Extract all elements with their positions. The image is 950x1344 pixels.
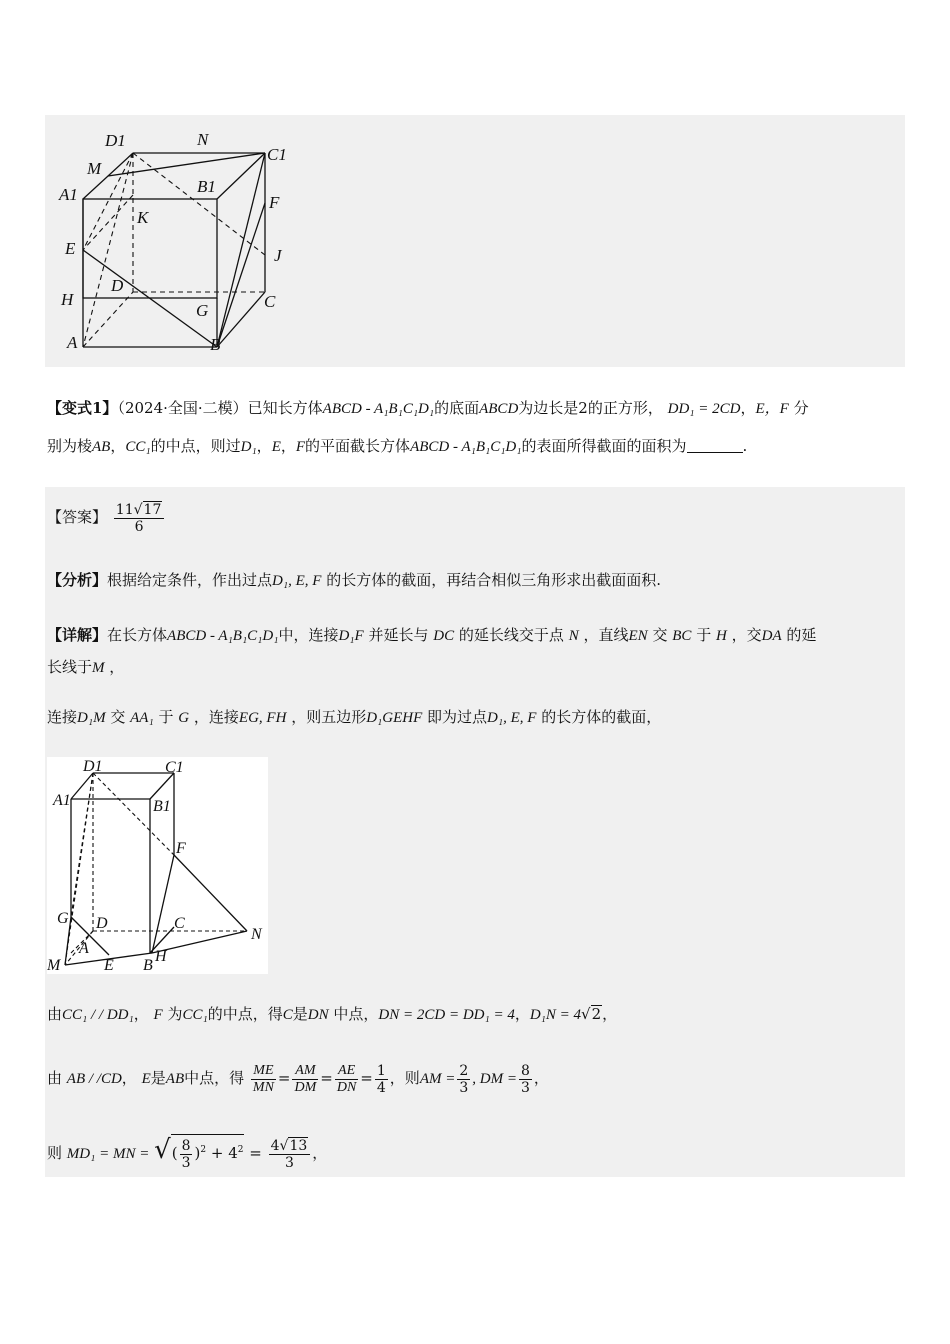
text: 分 bbox=[793, 399, 809, 417]
text: 并延长与 bbox=[368, 626, 429, 644]
answer-line bbox=[47, 497, 166, 537]
frac-8-3b bbox=[180, 1138, 193, 1171]
text: ， bbox=[109, 658, 125, 676]
math: CC₁ bbox=[125, 439, 151, 455]
detail-line-3 bbox=[47, 707, 661, 728]
math: , DM = bbox=[472, 1071, 517, 1087]
fig2-label-M: M bbox=[47, 957, 61, 974]
num: 1 bbox=[376, 1062, 386, 1079]
fig2-label-G: G bbox=[57, 910, 69, 927]
sup: 2 bbox=[237, 1145, 244, 1155]
num: 2 bbox=[459, 1062, 469, 1079]
text: ， bbox=[121, 1069, 137, 1087]
analysis-line bbox=[47, 570, 661, 591]
fig1-label-K: K bbox=[137, 208, 149, 227]
text: 在长方体 bbox=[107, 626, 168, 644]
fig1-label-E: E bbox=[65, 239, 76, 258]
calc-line-2: 由 AB / /CD， E是AB中点，得 $\frac{ME}{MN}$ = $\frac{AM}{DM}$ = $\frac{AE}{DN}$ = $\frac{1}{4}$ ，则AM = $\frac{2}{3}$ , DM = $\frac{8}{3}$ ， bbox=[47, 1062, 549, 1096]
ans-sqrt: 17 bbox=[143, 502, 162, 518]
math: C bbox=[282, 1007, 293, 1023]
math-base: ABCD bbox=[479, 401, 519, 417]
text: ，则五边形 bbox=[291, 708, 367, 726]
text: 即为过点 bbox=[427, 708, 488, 726]
math: EN bbox=[628, 628, 648, 644]
text: 由 bbox=[47, 1069, 63, 1087]
math: D₁, E, F bbox=[487, 710, 537, 726]
text: ，交 bbox=[731, 626, 762, 644]
text: . bbox=[742, 437, 748, 455]
fig2-label-D: D bbox=[96, 915, 108, 932]
text: ， bbox=[602, 1005, 618, 1023]
ans-num: 11 bbox=[115, 502, 134, 518]
den: 4 bbox=[376, 1079, 386, 1096]
text: 的长方体的截面，再结合相似三角形求出截面面积. bbox=[326, 571, 661, 589]
text: 已知长方体 bbox=[247, 399, 323, 417]
math: AA₁ bbox=[130, 710, 154, 726]
fig2-label-C: C bbox=[174, 915, 185, 932]
text: 根据给定条件，作出过点 bbox=[107, 571, 273, 589]
detail-line-2 bbox=[47, 657, 124, 678]
variant-line-2 bbox=[47, 436, 747, 457]
math: DN = 2CD = DD₁ = 4 bbox=[378, 1007, 515, 1023]
text: 于 bbox=[696, 626, 712, 644]
math: DN bbox=[307, 1007, 329, 1023]
fig1-label-D1: D1 bbox=[105, 131, 126, 150]
math: EG, FH bbox=[238, 710, 287, 726]
text: ， bbox=[280, 437, 296, 455]
den: 3 bbox=[459, 1079, 469, 1096]
text: 是 bbox=[150, 1069, 166, 1087]
math: DA bbox=[761, 628, 782, 644]
text: 2 bbox=[578, 399, 588, 417]
math: D₁ bbox=[240, 439, 257, 455]
frac-ae-dn bbox=[335, 1063, 358, 1096]
frac-1-4 bbox=[375, 1063, 388, 1096]
fig1-label-G: G bbox=[196, 301, 209, 320]
detail-line-1 bbox=[47, 625, 816, 646]
answer-fraction: $\frac{11√17}{6}$ bbox=[114, 501, 165, 535]
text: 的底面 bbox=[434, 399, 480, 417]
fig2-label-E: E bbox=[104, 957, 114, 974]
text: ， bbox=[312, 1144, 328, 1162]
fig2-label-A: A bbox=[79, 940, 89, 957]
fig1-label-A1: A1 bbox=[59, 185, 78, 204]
text: 连接 bbox=[47, 708, 78, 726]
text: ， bbox=[740, 399, 756, 417]
variant-source: （2024·全国·二模） bbox=[117, 399, 248, 417]
fig1-label-J: J bbox=[274, 246, 282, 265]
num: 8 bbox=[181, 1137, 191, 1154]
math: CC₁ bbox=[182, 1007, 208, 1023]
text: 的中点，则过 bbox=[150, 437, 241, 455]
frac-am-dm bbox=[292, 1063, 318, 1096]
text: 的表面所得截面的面积为 bbox=[521, 437, 687, 455]
text: 的延 bbox=[786, 626, 817, 644]
math: F bbox=[153, 1007, 163, 1023]
text: ， bbox=[533, 1069, 549, 1087]
num: AE bbox=[335, 1063, 358, 1080]
fig1-label-N: N bbox=[197, 130, 209, 149]
math: D₁GEHF bbox=[366, 710, 423, 726]
text: 的平面截长方体 bbox=[305, 437, 411, 455]
fig2-label-A1: A1 bbox=[53, 792, 71, 809]
sqrt: 13 bbox=[289, 1138, 308, 1154]
fig1-label-B: B bbox=[210, 335, 221, 354]
math: F bbox=[295, 439, 306, 455]
fig1-label-A: A bbox=[67, 333, 78, 352]
fig1-label-M: M bbox=[87, 159, 102, 178]
text: 于 bbox=[158, 708, 174, 726]
detail-label: 【详解】 bbox=[47, 626, 108, 644]
text: 的正方形， bbox=[587, 399, 663, 417]
math-sqrt: 2 bbox=[591, 1005, 602, 1023]
calc-line-1: 由CC₁ / / DD₁， F 为CC₁的中点，得C是DN 中点，DN = 2CD = DD₁ = 4，D₁N = 4√2， bbox=[47, 1005, 618, 1023]
den: MN bbox=[252, 1079, 274, 1095]
text: 的长方体的截面， bbox=[541, 708, 662, 726]
math-cond: DD₁ = 2CD bbox=[667, 401, 741, 417]
text: ， bbox=[133, 1005, 149, 1023]
den: 3 bbox=[520, 1079, 530, 1096]
fig1-label-B1: B1 bbox=[197, 177, 216, 196]
den: DM bbox=[294, 1079, 317, 1095]
analysis-label: 【分析】 bbox=[47, 571, 108, 589]
text: 中，连接 bbox=[278, 626, 339, 644]
text: 中点，得 bbox=[184, 1069, 245, 1087]
text: 长线于 bbox=[47, 658, 93, 676]
math: E bbox=[271, 439, 281, 455]
frac-2-3 bbox=[457, 1063, 470, 1096]
frac-me-mn bbox=[251, 1063, 276, 1096]
text: = bbox=[249, 1144, 262, 1162]
math: DC bbox=[433, 628, 455, 644]
fig1-label-C1: C1 bbox=[267, 145, 287, 164]
math: D₁, E, F bbox=[272, 573, 322, 589]
text: 交 bbox=[110, 708, 126, 726]
math: N bbox=[568, 628, 579, 644]
math: E bbox=[141, 1071, 151, 1087]
text: 为边长是 bbox=[518, 399, 579, 417]
text: 的中点，得 bbox=[207, 1005, 283, 1023]
num: 4 bbox=[270, 1138, 280, 1154]
text: 别为棱 bbox=[47, 437, 93, 455]
text: ， bbox=[256, 437, 272, 455]
fig2-label-D1: D1 bbox=[83, 758, 103, 775]
text: ，则 bbox=[389, 1069, 420, 1087]
frac-4sqrt13-3: $\frac{4√13}{3}$ bbox=[269, 1137, 311, 1171]
math: MD₁ = MN = bbox=[66, 1146, 150, 1162]
math-solid: ABCD - A₁B₁C₁D₁ bbox=[322, 401, 435, 417]
ans-den: 6 bbox=[134, 519, 144, 535]
answer-label: 【答案】 bbox=[47, 508, 108, 526]
math: G bbox=[178, 710, 190, 726]
paren: ) bbox=[194, 1144, 201, 1162]
text: ，直线 bbox=[583, 626, 629, 644]
radicand bbox=[171, 1134, 245, 1171]
math: + 4 bbox=[210, 1144, 238, 1162]
fig1-label-H: H bbox=[61, 290, 74, 309]
math: D₁N = 4 bbox=[529, 1007, 582, 1023]
paren: ( bbox=[171, 1144, 178, 1162]
math: ABCD - A₁B₁C₁D₁ bbox=[410, 439, 522, 455]
math: H bbox=[716, 628, 727, 644]
text: 中点， bbox=[333, 1005, 379, 1023]
num: AM bbox=[292, 1063, 318, 1080]
text: 则 bbox=[47, 1144, 63, 1162]
fig1-label-D: D bbox=[111, 276, 124, 295]
variant-line-1 bbox=[47, 398, 809, 419]
fig1-label-C: C bbox=[264, 292, 276, 311]
math: AB / /CD bbox=[66, 1071, 122, 1087]
text: ，连接 bbox=[193, 708, 239, 726]
frac-8-3 bbox=[519, 1063, 532, 1096]
text: 由 bbox=[47, 1005, 63, 1023]
calc-line-3: 则 MD₁ = MN = √( $\frac{8}{3}$ )$^2 + 4^2$ = $\frac{4√13}{3}$ ， bbox=[47, 1135, 328, 1171]
text: 交 bbox=[652, 626, 668, 644]
variant-tag: 【变式1】 bbox=[47, 399, 118, 417]
den: DN bbox=[336, 1079, 357, 1095]
math: D₁M bbox=[77, 710, 106, 726]
math: D₁F bbox=[338, 628, 364, 644]
fig2-label-C1: C1 bbox=[165, 759, 184, 776]
fig2-label-H: H bbox=[155, 948, 167, 965]
math: AB bbox=[165, 1071, 185, 1087]
math: BC bbox=[672, 628, 692, 644]
fig1-label-F: F bbox=[269, 193, 280, 212]
text: ， bbox=[514, 1005, 530, 1023]
fig2-label-B1: B1 bbox=[153, 798, 171, 815]
math: ABCD - A₁B₁C₁D₁ bbox=[167, 628, 279, 644]
math: AM = bbox=[419, 1071, 456, 1087]
fig2-label-B: B bbox=[143, 957, 153, 974]
text: ， bbox=[110, 437, 126, 455]
num: ME bbox=[251, 1063, 276, 1080]
math: CC₁ / / DD₁ bbox=[62, 1007, 134, 1023]
math: AB bbox=[92, 439, 111, 455]
sup: 2 bbox=[200, 1145, 207, 1155]
fig2-label-N: N bbox=[251, 926, 262, 943]
text: 的延长线交于点 bbox=[458, 626, 564, 644]
math-ef: E，F bbox=[755, 401, 789, 417]
answer-blank bbox=[687, 438, 743, 453]
num: 8 bbox=[520, 1062, 530, 1079]
text: 为 bbox=[167, 1005, 183, 1023]
math: M bbox=[92, 660, 105, 676]
den: 3 bbox=[181, 1154, 191, 1171]
fig2-label-F: F bbox=[176, 840, 186, 857]
figure-1-cuboid bbox=[45, 115, 325, 367]
text: 是 bbox=[292, 1005, 308, 1023]
figure-2-cuboid bbox=[47, 757, 268, 974]
den: 3 bbox=[285, 1155, 294, 1171]
